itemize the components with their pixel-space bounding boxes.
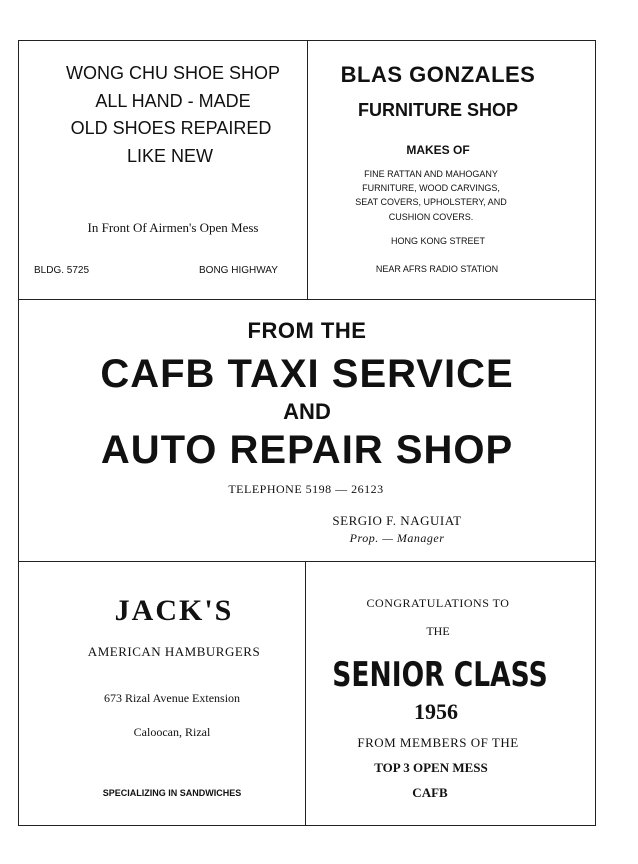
top3-from: FROM MEMBERS OF THE bbox=[357, 735, 519, 750]
wong-chu-line4: LIKE NEW bbox=[126, 146, 214, 166]
top3-senior-class: SENIOR CLASS bbox=[332, 655, 548, 695]
blas-gonzales-line3: SEAT COVERS, UPHOLSTERY, AND bbox=[355, 197, 507, 207]
blas-gonzales-name: BLAS GONZALES bbox=[340, 62, 536, 87]
cafb-line1: CAFB TAXI SERVICE bbox=[100, 352, 514, 396]
wong-chu-line1: WONG CHU SHOE SHOP bbox=[65, 63, 281, 83]
blas-gonzales-line2: FURNITURE, WOOD CARVINGS, bbox=[362, 183, 500, 193]
cafb-and: AND bbox=[283, 399, 331, 424]
top3-mess: TOP 3 OPEN MESS bbox=[374, 760, 488, 775]
cafb-title: Prop. — Manager bbox=[349, 531, 445, 545]
top3-cafb: CAFB bbox=[412, 785, 448, 800]
wong-chu-line3: OLD SHOES REPAIRED bbox=[70, 118, 272, 138]
bottom-divider-vertical bbox=[305, 561, 306, 826]
blas-gonzales-shop: FURNITURE SHOP bbox=[357, 100, 519, 120]
wong-chu-road: BONG HIGHWAY bbox=[199, 265, 278, 276]
jacks-tagline: AMERICAN HAMBURGERS bbox=[87, 644, 261, 659]
jacks-name: JACK'S bbox=[114, 594, 234, 627]
blas-gonzales-line1: FINE RATTAN AND MAHOGANY bbox=[364, 169, 498, 179]
jacks-specialty: SPECIALIZING IN SANDWICHES bbox=[102, 788, 242, 798]
top3-year: 1956 bbox=[414, 699, 458, 724]
cafb-from: FROM THE bbox=[247, 318, 367, 343]
cafb-telephone: TELEPHONE 5198 — 26123 bbox=[228, 482, 384, 496]
wong-chu-bldg: BLDG. 5725 bbox=[34, 265, 90, 276]
jacks-address2: Caloocan, Rizal bbox=[133, 725, 211, 739]
jacks-address1: 673 Rizal Avenue Extension bbox=[103, 691, 241, 705]
blas-gonzales-near: NEAR AFRS RADIO STATION bbox=[375, 264, 499, 274]
cafb-owner: SERGIO F. NAGUIAT bbox=[332, 513, 462, 528]
cafb-line2: AUTO REPAIR SHOP bbox=[100, 428, 514, 472]
wong-chu-line2: ALL HAND - MADE bbox=[95, 91, 251, 111]
wong-chu-location: In Front Of Airmen's Open Mess bbox=[87, 220, 259, 235]
divider-upper bbox=[18, 299, 596, 300]
blas-gonzales-street: HONG KONG STREET bbox=[390, 236, 486, 246]
top3-congrats: CONGRATULATIONS TO bbox=[366, 596, 510, 610]
blas-gonzales-makes: MAKES OF bbox=[406, 143, 470, 157]
blas-gonzales-line4: CUSHION COVERS. bbox=[388, 212, 474, 222]
top-divider-vertical bbox=[307, 40, 308, 300]
divider-lower bbox=[18, 561, 596, 562]
top3-the: THE bbox=[426, 624, 450, 638]
